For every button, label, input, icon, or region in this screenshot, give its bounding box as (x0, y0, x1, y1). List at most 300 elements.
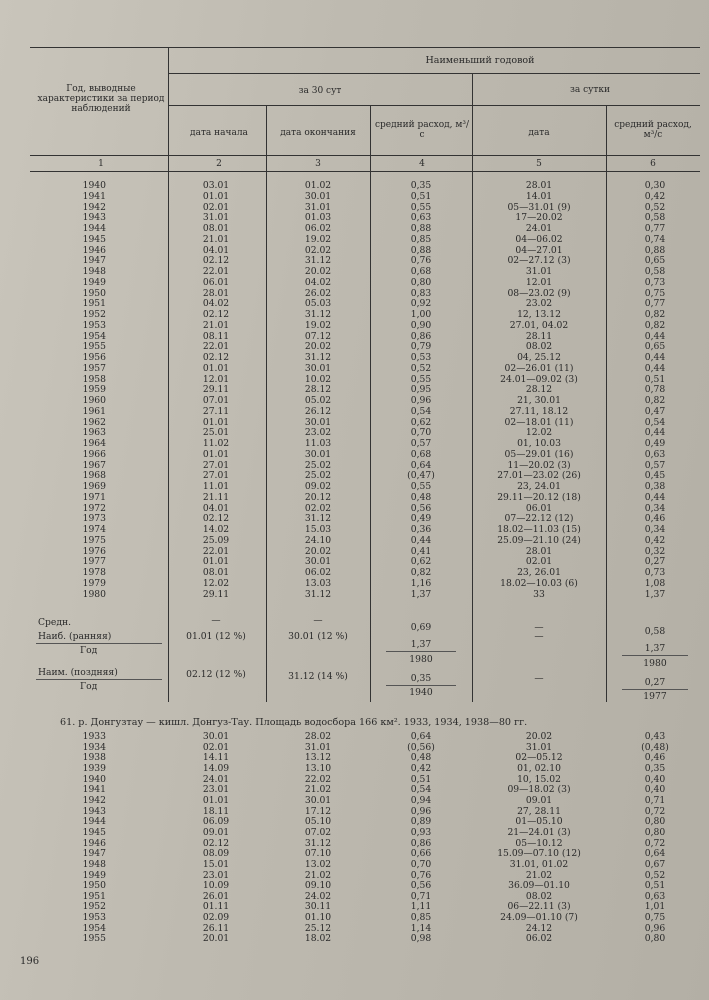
row1-year: 1955 (82, 341, 106, 353)
max-year-label: Год (80, 645, 98, 656)
row1-mean-flow-daily: 0,34 (644, 502, 666, 514)
row2-mean-flow-30d: (0,56) (407, 741, 435, 753)
row1-start-date: 21.11 (202, 491, 230, 503)
row1-date-daily: 11—20.02 (3) (507, 459, 571, 471)
row1-mean-flow-30d: 0,96 (410, 395, 432, 406)
row1-end-date: 19.02 (304, 233, 332, 245)
row1-date-daily: 02—18.01 (11) (504, 416, 574, 428)
row1-year: 1977 (82, 556, 106, 568)
row2-start-date: 10.09 (202, 880, 230, 892)
col-num-1: 1 (98, 159, 104, 169)
row2-start-date: 24.01 (202, 773, 230, 785)
row2-end-date: 07.02 (304, 826, 332, 838)
row1-mean-flow-daily: 0,77 (644, 298, 666, 310)
row1-mean-flow-daily: 0,47 (644, 405, 666, 417)
row1-mean-flow-30d: 0,79 (410, 341, 432, 353)
row2-year: 1945 (82, 826, 106, 838)
header-rule-1 (168, 73, 700, 74)
row1-mean-flow-30d: 0,53 (410, 352, 432, 363)
row1-start-date: 14.02 (202, 524, 230, 535)
row2-year: 1955 (82, 933, 106, 945)
row1-date-daily: 18.02—11.03 (15) (497, 524, 581, 535)
header-rule-4 (30, 171, 700, 172)
row2-year: 1939 (82, 763, 106, 774)
row1-end-date: 10.02 (304, 373, 332, 385)
row1-year: 1963 (82, 427, 106, 439)
row1-start-date: 04.01 (202, 244, 230, 256)
row1-start-date: 31.01 (202, 212, 230, 224)
row2-mean-flow-daily: 0,64 (644, 848, 666, 860)
row2-end-date: 21.02 (304, 784, 332, 796)
row1-year: 1954 (82, 330, 106, 342)
row1-date-daily: 28.01 (525, 545, 553, 557)
row2-date-daily: 31.01, 01.02 (509, 858, 569, 870)
row2-date-daily: 08.02 (525, 890, 553, 902)
row1-mean-flow-daily: 0,82 (644, 319, 666, 331)
row2-start-date: 26.11 (202, 922, 230, 934)
row1-mean-flow-30d: 0,64 (410, 459, 432, 471)
row2-end-date: 31.12 (304, 837, 332, 849)
row1-end-date: 15.03 (304, 524, 332, 535)
row1-mean-flow-30d: 0,90 (410, 319, 432, 331)
row1-end-date: 24.10 (304, 534, 332, 546)
row1-start-date: 11.01 (202, 481, 230, 492)
row1-year: 1967 (82, 459, 106, 471)
row1-mean-flow-daily: 0,88 (644, 244, 666, 256)
max-year4: 1980 (409, 654, 433, 665)
row1-mean-flow-daily: 1,08 (644, 577, 666, 589)
header-group2: за сутки (569, 85, 611, 95)
header-group1: за 30 сут (298, 86, 342, 96)
row1-mean-flow-daily: 0,27 (644, 556, 666, 568)
row1-end-date: 09.02 (304, 481, 332, 492)
row2-mean-flow-daily: 0,63 (644, 890, 666, 902)
row1-end-date: 06.02 (304, 223, 332, 234)
min-year6: 1977 (643, 691, 667, 702)
row2-end-date: 30.01 (304, 794, 332, 806)
row1-end-date: 06.02 (304, 567, 332, 578)
row1-year: 1960 (82, 395, 106, 406)
min-c5: — (534, 673, 544, 684)
row2-year: 1943 (82, 805, 106, 817)
row1-mean-flow-30d: (0,47) (407, 470, 435, 482)
row2-mean-flow-30d: 0,48 (410, 752, 432, 764)
row2-start-date: 02.01 (202, 741, 230, 753)
row1-end-date: 31.12 (304, 255, 332, 267)
row1-date-daily: 23.02 (525, 298, 553, 310)
row1-mean-flow-daily: 0,58 (644, 212, 666, 224)
row1-end-date: 26.02 (304, 287, 332, 299)
mean-c6: 0,58 (644, 626, 666, 637)
row2-end-date: 13.12 (304, 752, 332, 764)
row1-year: 1978 (82, 567, 106, 578)
row1-end-date: 19.02 (304, 319, 332, 331)
row1-start-date: 22.01 (202, 545, 230, 557)
row1-start-date: 08.11 (202, 330, 230, 342)
row1-mean-flow-30d: 0,76 (410, 255, 432, 267)
row1-start-date: 29.11 (202, 588, 230, 600)
row2-mean-flow-30d: 0,96 (410, 805, 432, 817)
row1-mean-flow-30d: 0,88 (410, 244, 432, 256)
row1-mean-flow-daily: 0,45 (644, 470, 666, 482)
row2-year: 1947 (82, 848, 106, 860)
row2-start-date: 02.09 (202, 912, 230, 923)
row1-mean-flow-30d: 1,16 (410, 577, 432, 589)
row2-date-daily: 01—05.10 (515, 816, 563, 828)
row1-end-date: 31.01 (304, 201, 332, 213)
row1-mean-flow-daily: 0,73 (644, 567, 666, 578)
row1-mean-flow-30d: 0,36 (410, 524, 432, 535)
max-c6-rule (622, 655, 688, 656)
row1-mean-flow-daily: 0,65 (644, 341, 666, 353)
row2-mean-flow-30d: 0,66 (410, 848, 432, 860)
row1-mean-flow-30d: 0,86 (410, 330, 432, 342)
row1-year: 1976 (82, 545, 106, 557)
row1-mean-flow-30d: 0,55 (410, 481, 432, 492)
row1-start-date: 01.01 (202, 448, 230, 460)
row1-mean-flow-30d: 0,70 (410, 427, 432, 439)
row1-end-date: 31.12 (304, 352, 332, 363)
row1-start-date: 29.11 (202, 384, 230, 396)
row2-mean-flow-daily: (0,48) (641, 741, 669, 753)
row1-date-daily: 17—20.02 (515, 212, 563, 224)
header-top-rule (30, 47, 700, 48)
row1-year: 1956 (82, 352, 106, 363)
row1-mean-flow-30d: 0,63 (410, 212, 432, 224)
row1-end-date: 25.02 (304, 470, 332, 482)
row1-mean-flow-30d: 0,62 (410, 416, 432, 428)
row2-mean-flow-30d: 0,94 (410, 794, 432, 806)
row2-year: 1950 (82, 880, 106, 892)
row1-date-daily: 24.01 (525, 223, 553, 234)
row2-date-daily: 01, 02.10 (517, 763, 561, 774)
row2-start-date: 01.11 (202, 901, 230, 913)
row2-date-daily: 36.09—01.10 (508, 880, 570, 892)
row2-mean-flow-30d: 0,98 (410, 933, 432, 945)
row1-year: 1969 (82, 481, 106, 492)
vrule-4 (472, 73, 473, 702)
row2-mean-flow-daily: 0,67 (644, 858, 666, 870)
row1-mean-flow-30d: 0,56 (410, 502, 432, 514)
row1-date-daily: 28.12 (525, 384, 553, 396)
row2-mean-flow-30d: 0,71 (410, 890, 432, 902)
row2-mean-flow-daily: 0,71 (644, 794, 666, 806)
row2-date-daily: 06—22.11 (3) (507, 901, 571, 913)
row1-start-date: 21.01 (202, 319, 230, 331)
row1-year: 1942 (82, 201, 106, 213)
row2-date-daily: 24.09—01.10 (7) (500, 912, 578, 923)
row1-year: 1944 (82, 223, 106, 234)
row1-mean-flow-daily: 0,30 (644, 180, 666, 191)
row1-mean-flow-daily: 0,51 (644, 373, 666, 385)
row1-date-daily: 21, 30.01 (517, 395, 561, 406)
row1-date-daily: 04, 25.12 (517, 352, 561, 363)
row1-date-daily: 29.11—20.12 (18) (497, 491, 581, 503)
page-number: 196 (20, 956, 40, 967)
row1-date-daily: 08—23.02 (9) (507, 287, 571, 299)
row2-start-date: 09.01 (202, 826, 230, 838)
row1-mean-flow-30d: 1,00 (410, 309, 432, 320)
header-col1: Год, выводные характеристики за период наблюдений (37, 84, 165, 114)
row1-date-daily: 27.01, 04.02 (509, 319, 569, 331)
row2-date-daily: 31.01 (525, 741, 553, 753)
row1-year: 1943 (82, 212, 106, 224)
row1-start-date: 02.12 (202, 513, 230, 525)
max-c3: 30.01 (12 %) (288, 631, 348, 642)
row1-mean-flow-30d: 0,83 (410, 287, 432, 299)
row2-end-date: 31.01 (304, 741, 332, 753)
row2-mean-flow-30d: 1,11 (410, 901, 432, 913)
row1-mean-flow-daily: 0,57 (644, 459, 666, 471)
row1-start-date: 25.09 (202, 534, 230, 546)
row1-mean-flow-daily: 0,44 (644, 352, 666, 363)
col-num-2: 2 (216, 159, 222, 169)
row1-mean-flow-30d: 0,95 (410, 384, 432, 396)
row2-start-date: 08.09 (202, 848, 230, 860)
row1-year: 1972 (82, 502, 106, 514)
row2-date-daily: 10, 15.02 (517, 773, 561, 785)
row1-start-date: 12.02 (202, 577, 230, 589)
row1-mean-flow-30d: 0,49 (410, 513, 432, 525)
min-c6-rule (622, 689, 688, 690)
row1-start-date: 21.01 (202, 233, 230, 245)
row1-start-date: 08.01 (202, 223, 230, 234)
max-c6: 1,37 (644, 643, 666, 654)
row2-year: 1946 (82, 837, 106, 849)
row1-mean-flow-30d: 0,51 (410, 190, 432, 202)
row1-start-date: 25.01 (202, 427, 230, 439)
row1-mean-flow-daily: 0,63 (644, 448, 666, 460)
row1-start-date: 01.01 (202, 556, 230, 568)
row1-end-date: 26.12 (304, 405, 332, 417)
row1-year: 1957 (82, 362, 106, 374)
row2-year: 1949 (82, 869, 106, 881)
max-c4-rule (386, 651, 456, 652)
row2-mean-flow-30d: 0,85 (410, 912, 432, 923)
row2-start-date: 02.12 (202, 837, 230, 849)
row1-year: 1979 (82, 577, 106, 589)
row1-date-daily: 23, 26.01 (517, 567, 561, 578)
row1-date-daily: 05—29.01 (16) (504, 448, 574, 460)
row2-end-date: 01.10 (304, 912, 332, 923)
row1-end-date: 30.01 (304, 416, 332, 428)
row1-year: 1949 (82, 276, 106, 288)
row2-start-date: 26.01 (202, 890, 230, 902)
row1-date-daily: 02—27.12 (3) (507, 255, 571, 267)
max-c4: 1,37 (410, 639, 432, 650)
row2-mean-flow-30d: 0,76 (410, 869, 432, 881)
min-label-rule (36, 679, 162, 680)
row1-year: 1964 (82, 438, 106, 449)
row1-start-date: 04.01 (202, 502, 230, 514)
row2-mean-flow-daily: 0,72 (644, 837, 666, 849)
row2-date-daily: 02—05.12 (515, 752, 563, 764)
row1-mean-flow-daily: 0,46 (644, 513, 666, 525)
row1-end-date: 30.01 (304, 556, 332, 568)
row2-end-date: 13.02 (304, 858, 332, 870)
row1-mean-flow-30d: 0,52 (410, 362, 432, 374)
row1-end-date: 07.12 (304, 330, 332, 342)
max-label-rule (36, 643, 162, 644)
row2-end-date: 09.10 (304, 880, 332, 892)
row1-mean-flow-30d: 0,88 (410, 223, 432, 234)
row1-date-daily: 28.11 (525, 330, 553, 342)
row1-end-date: 05.02 (304, 395, 332, 406)
row2-year: 1933 (82, 731, 106, 742)
row1-mean-flow-30d: 1,37 (410, 588, 432, 600)
row2-year: 1948 (82, 858, 106, 870)
row2-start-date: 23.01 (202, 869, 230, 881)
row1-year: 1971 (82, 491, 106, 503)
min-year4: 1940 (409, 687, 433, 698)
min-c4: 0,35 (410, 673, 432, 684)
row2-date-daily: 20.02 (525, 731, 553, 742)
row2-year: 1951 (82, 890, 106, 902)
row1-mean-flow-daily: 0,82 (644, 309, 666, 320)
row2-year: 1941 (82, 784, 106, 796)
row1-mean-flow-30d: 0,54 (410, 405, 432, 417)
row1-year: 1975 (82, 534, 106, 546)
row2-end-date: 24.02 (304, 890, 332, 902)
row1-end-date: 02.02 (304, 244, 332, 256)
row1-mean-flow-daily: 0,49 (644, 438, 666, 449)
row2-mean-flow-daily: 1,01 (644, 901, 666, 913)
max-c5: — (534, 631, 544, 642)
row2-start-date: 06.09 (202, 816, 230, 828)
min-year-label: Год (80, 681, 98, 692)
row1-mean-flow-30d: 0,57 (410, 438, 432, 449)
row2-year: 1944 (82, 816, 106, 828)
row1-date-daily: 12, 13.12 (517, 309, 561, 320)
row1-end-date: 30.01 (304, 448, 332, 460)
row1-mean-flow-daily: 0,44 (644, 330, 666, 342)
row2-mean-flow-daily: 0,52 (644, 869, 666, 881)
row1-end-date: 20.02 (304, 341, 332, 353)
row1-end-date: 20.12 (304, 491, 332, 503)
row1-date-daily: 12.01 (525, 276, 553, 288)
row1-date-daily: 27.11, 18.12 (509, 405, 569, 417)
row1-mean-flow-daily: 0,34 (644, 524, 666, 535)
row1-year: 1941 (82, 190, 106, 202)
max-label: Наиб. (ранняя) (38, 631, 112, 642)
row1-end-date: 05.03 (304, 298, 332, 310)
row2-start-date: 15.01 (202, 858, 230, 870)
row2-start-date: 18.11 (202, 805, 230, 817)
row1-end-date: 11.03 (304, 438, 332, 449)
row2-start-date: 20.01 (202, 933, 230, 945)
row2-end-date: 30.11 (304, 901, 332, 913)
row1-year: 1948 (82, 266, 106, 277)
row2-mean-flow-daily: 0,40 (644, 784, 666, 796)
row2-date-daily: 05—10.12 (515, 837, 563, 849)
header-c3: дата окончания (280, 128, 356, 138)
row2-year: 1934 (82, 741, 106, 753)
row2-start-date: 14.09 (202, 763, 230, 774)
row1-end-date: 02.02 (304, 502, 332, 514)
row1-mean-flow-30d: 0,41 (410, 545, 432, 557)
row1-mean-flow-30d: 0,55 (410, 373, 432, 385)
row1-year: 1946 (82, 244, 106, 256)
row2-mean-flow-daily: 0,80 (644, 933, 666, 945)
row1-mean-flow-30d: 0,48 (410, 491, 432, 503)
row1-mean-flow-daily: 0,65 (644, 255, 666, 267)
row2-mean-flow-30d: 0,64 (410, 731, 432, 742)
row1-date-daily: 18.02—10.03 (6) (500, 577, 578, 589)
row1-mean-flow-daily: 0,42 (644, 190, 666, 202)
max-year6: 1980 (643, 658, 667, 669)
row2-start-date: 01.01 (202, 794, 230, 806)
row1-mean-flow-30d: 0,35 (410, 180, 432, 191)
header-top: Наименьший годовой (425, 55, 535, 66)
min-c6: 0,27 (644, 677, 666, 688)
row1-year: 1959 (82, 384, 106, 396)
row1-date-daily: 04—06.02 (515, 233, 563, 245)
row1-end-date: 25.02 (304, 459, 332, 471)
row1-mean-flow-30d: 0,44 (410, 534, 432, 546)
vrule-1 (168, 47, 169, 702)
row1-start-date: 04.02 (202, 298, 230, 310)
row1-end-date: 13.03 (304, 577, 332, 589)
mean-c3: — (313, 615, 323, 626)
row1-date-daily: 07—22.12 (12) (504, 513, 574, 525)
row1-end-date: 04.02 (304, 276, 332, 288)
row1-end-date: 31.12 (304, 309, 332, 320)
min-label: Наим. (поздняя) (38, 667, 118, 678)
row1-end-date: 01.02 (304, 180, 332, 191)
row2-year: 1953 (82, 912, 106, 923)
row2-mean-flow-30d: 1,14 (410, 922, 432, 934)
station-caption: 61. р. Донгузтау — кишл. Донгуз-Тау. Площадь водосбора 166 км². 1933, 1934, 1938—80 гг. (60, 717, 528, 728)
row1-start-date: 22.01 (202, 266, 230, 277)
row1-mean-flow-30d: 0,68 (410, 266, 432, 277)
row1-start-date: 12.01 (202, 373, 230, 385)
row1-mean-flow-daily: 0,44 (644, 491, 666, 503)
row2-date-daily: 06.02 (525, 933, 553, 945)
row2-end-date: 25.12 (304, 922, 332, 934)
row1-end-date: 20.02 (304, 266, 332, 277)
row2-date-daily: 15.09—07.10 (12) (497, 848, 581, 860)
row1-mean-flow-30d: 0,68 (410, 448, 432, 460)
row2-end-date: 05.10 (304, 816, 332, 828)
mean-c4: 0,69 (410, 622, 432, 633)
row1-date-daily: 05—31.01 (9) (507, 201, 571, 213)
row1-year: 1974 (82, 524, 106, 535)
row1-start-date: 27.01 (202, 470, 230, 482)
row1-start-date: 02.12 (202, 255, 230, 267)
header-c6: средний расход, м³/с (614, 120, 692, 140)
row1-date-daily: 33 (533, 588, 545, 600)
row1-year: 1973 (82, 513, 106, 525)
row1-end-date: 23.02 (304, 427, 332, 439)
row2-mean-flow-daily: 0,72 (644, 805, 666, 817)
row2-mean-flow-daily: 0,80 (644, 816, 666, 828)
row2-mean-flow-30d: 0,54 (410, 784, 432, 796)
row1-mean-flow-30d: 0,80 (410, 276, 432, 288)
row2-date-daily: 24.12 (525, 922, 553, 934)
row1-start-date: 06.01 (202, 276, 230, 288)
row1-year: 1952 (82, 309, 106, 320)
row2-mean-flow-daily: 0,40 (644, 773, 666, 785)
row1-start-date: 02.12 (202, 309, 230, 320)
row2-mean-flow-daily: 0,75 (644, 912, 666, 923)
mean-c5: — (534, 622, 544, 633)
row2-end-date: 18.02 (304, 933, 332, 945)
row2-year: 1952 (82, 901, 106, 913)
row1-start-date: 01.01 (202, 190, 230, 202)
min-c3: 31.12 (14 %) (288, 671, 348, 682)
row1-mean-flow-daily: 0,74 (644, 233, 666, 245)
row1-date-daily: 23, 24.01 (517, 481, 561, 492)
